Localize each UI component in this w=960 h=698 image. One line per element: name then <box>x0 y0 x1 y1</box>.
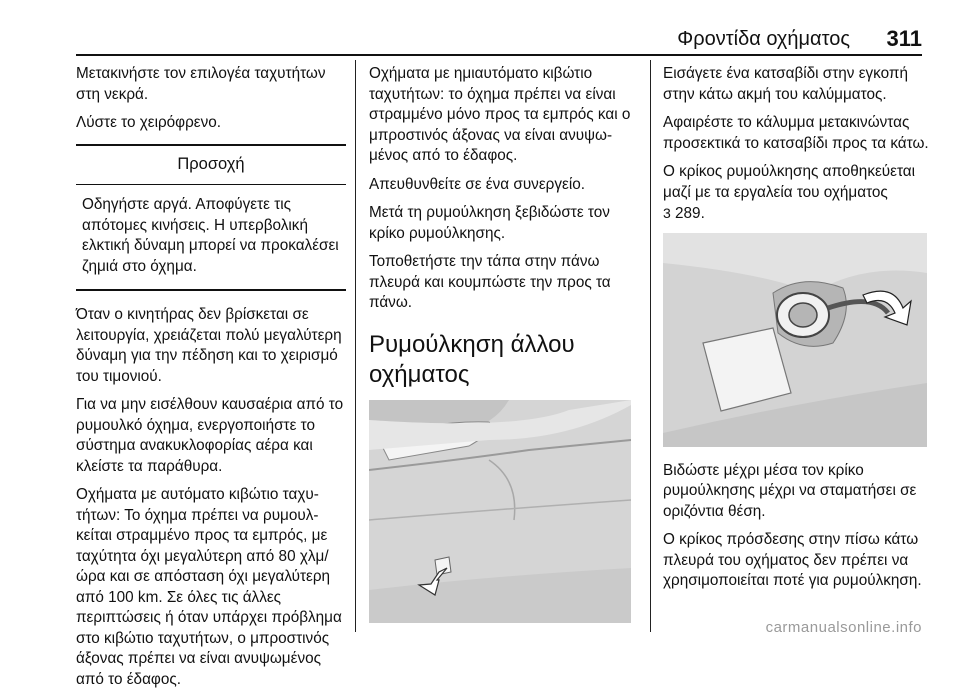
paragraph-exhaust: Για να μην εισέλθουν καυσαέρια από το ρυμουλκό όχημα, ενεργοποιήστε το σύστημα ανακυκλοφορίας αέρα και κλείστε τα παράθυρα. <box>76 396 344 475</box>
page-reference-link[interactable]: 289. <box>675 205 705 222</box>
towing-eye-drawing <box>663 233 927 447</box>
column-divider-2 <box>650 60 651 632</box>
column-divider-1 <box>355 60 356 632</box>
paragraph-semiautomatic: Οχήματα με ημιαυτόματο κιβώτιο ταχυτήτων: το όχημα πρέπει να είναι στραμμένο μόνο προς τα εμπρός και ο μπροστινός άξονας να είναι ανυψωμένος από το έδαφος. <box>369 65 631 164</box>
column-2 <box>369 64 639 623</box>
towing-eye-illustration <box>663 233 927 447</box>
paragraph-unscrew-eye: Μετά τη ρυμούλκηση ξεβιδώστε τον κρίκο ρυμούλκησης. <box>369 204 610 242</box>
rear-bumper-drawing <box>369 400 631 623</box>
paragraph-towing-eye-stored <box>663 162 929 225</box>
caution-box <box>76 144 346 292</box>
towing-eye-stored-text: Ο κρίκος ρυμούλκησης αποθηκεύεται μαζί με τα εργαλεία του οχήματος <box>663 163 916 201</box>
paragraph-automatic-transmission: Οχήματα με αυτόματο κιβώτιο ταχυτήτων: Το όχημα πρέπει να ρυμουλκείται στραμμένο προς τα εμπρός, με ταχύτητα όχι μεγαλύτερη από 80 χλμ/ώρα και σε απόσταση όχι μεγαλύτερη από 100 km. Σε όλες τις άλλες περιπτώσεις ή όταν υπάρχει πρόβλημα στο κιβώτιο ταχυτήτων, ο μπροστινός άξονας πρέπει να είναι ανυψωμένος από το έδαφος. <box>76 486 342 688</box>
paragraph-neutral-gear: Μετακινήστε τον επιλογέα ταχυτήτων στη νεκρά. <box>76 65 326 103</box>
watermark: carmanualsonline.info <box>765 619 922 636</box>
paragraph-insert-screwdriver: Εισάγετε ένα κατσαβίδι στην εγκοπή στην κάτω ακμή του καλύμματος. <box>663 65 908 103</box>
caution-body: Οδηγήστε αργά. Αποφύγετε τις απότομες κινήσεις. Η υπερβολική ελκτική δύναμη μπορεί να προκαλέσει ζημιά στο όχημα. <box>82 196 339 275</box>
rear-bumper-illustration <box>369 400 631 623</box>
page-number: 311 <box>886 26 922 51</box>
caution-title: Προσοχή <box>76 146 346 186</box>
header-title: Φροντίδα οχήματος <box>677 28 850 50</box>
column-1 <box>76 64 346 698</box>
page-reference-icon: 3 <box>663 205 671 221</box>
paragraph-engine-off: Όταν ο κινητήρας δεν βρίσκεται σε λειτουργία, χρειάζεται πολύ μεγαλύτερη δύναμη για την πέδηση και το χειρισμό του τιμονιού. <box>76 306 342 385</box>
column-3 <box>663 64 929 600</box>
paragraph-remove-cover: Αφαιρέστε το κάλυμμα μετακινώντας προσεκτικά το κατσαβίδι προς τα κάτω. <box>663 114 929 152</box>
paragraph-workshop: Απευθυνθείτε σε ένα συνεργείο. <box>369 175 585 193</box>
header-rule <box>76 54 922 56</box>
paragraph-release-handbrake: Λύστε το χειρόφρενο. <box>76 114 222 131</box>
paragraph-screw-eye: Βιδώστε μέχρι μέσα τον κρίκο ρυμούλκησης μέχρι να σταματήσει σε οριζόντια θέση. <box>663 461 917 520</box>
paragraph-lashing-eye-warning: Ο κρίκος πρόσδεσης στην πίσω κάτω πλευρά του οχήματος δεν πρέπει να χρησιμοποιείται ποτέ για ρυμούλκηση. <box>663 531 922 589</box>
paragraph-fit-cap: Τοποθετήστε την τάπα στην πάνω πλευρά και κουμπώστε την προς τα πάνω. <box>369 253 611 311</box>
section-heading: Ρυμούλκηση άλλου οχήματος <box>369 330 575 388</box>
page-header <box>0 0 960 58</box>
